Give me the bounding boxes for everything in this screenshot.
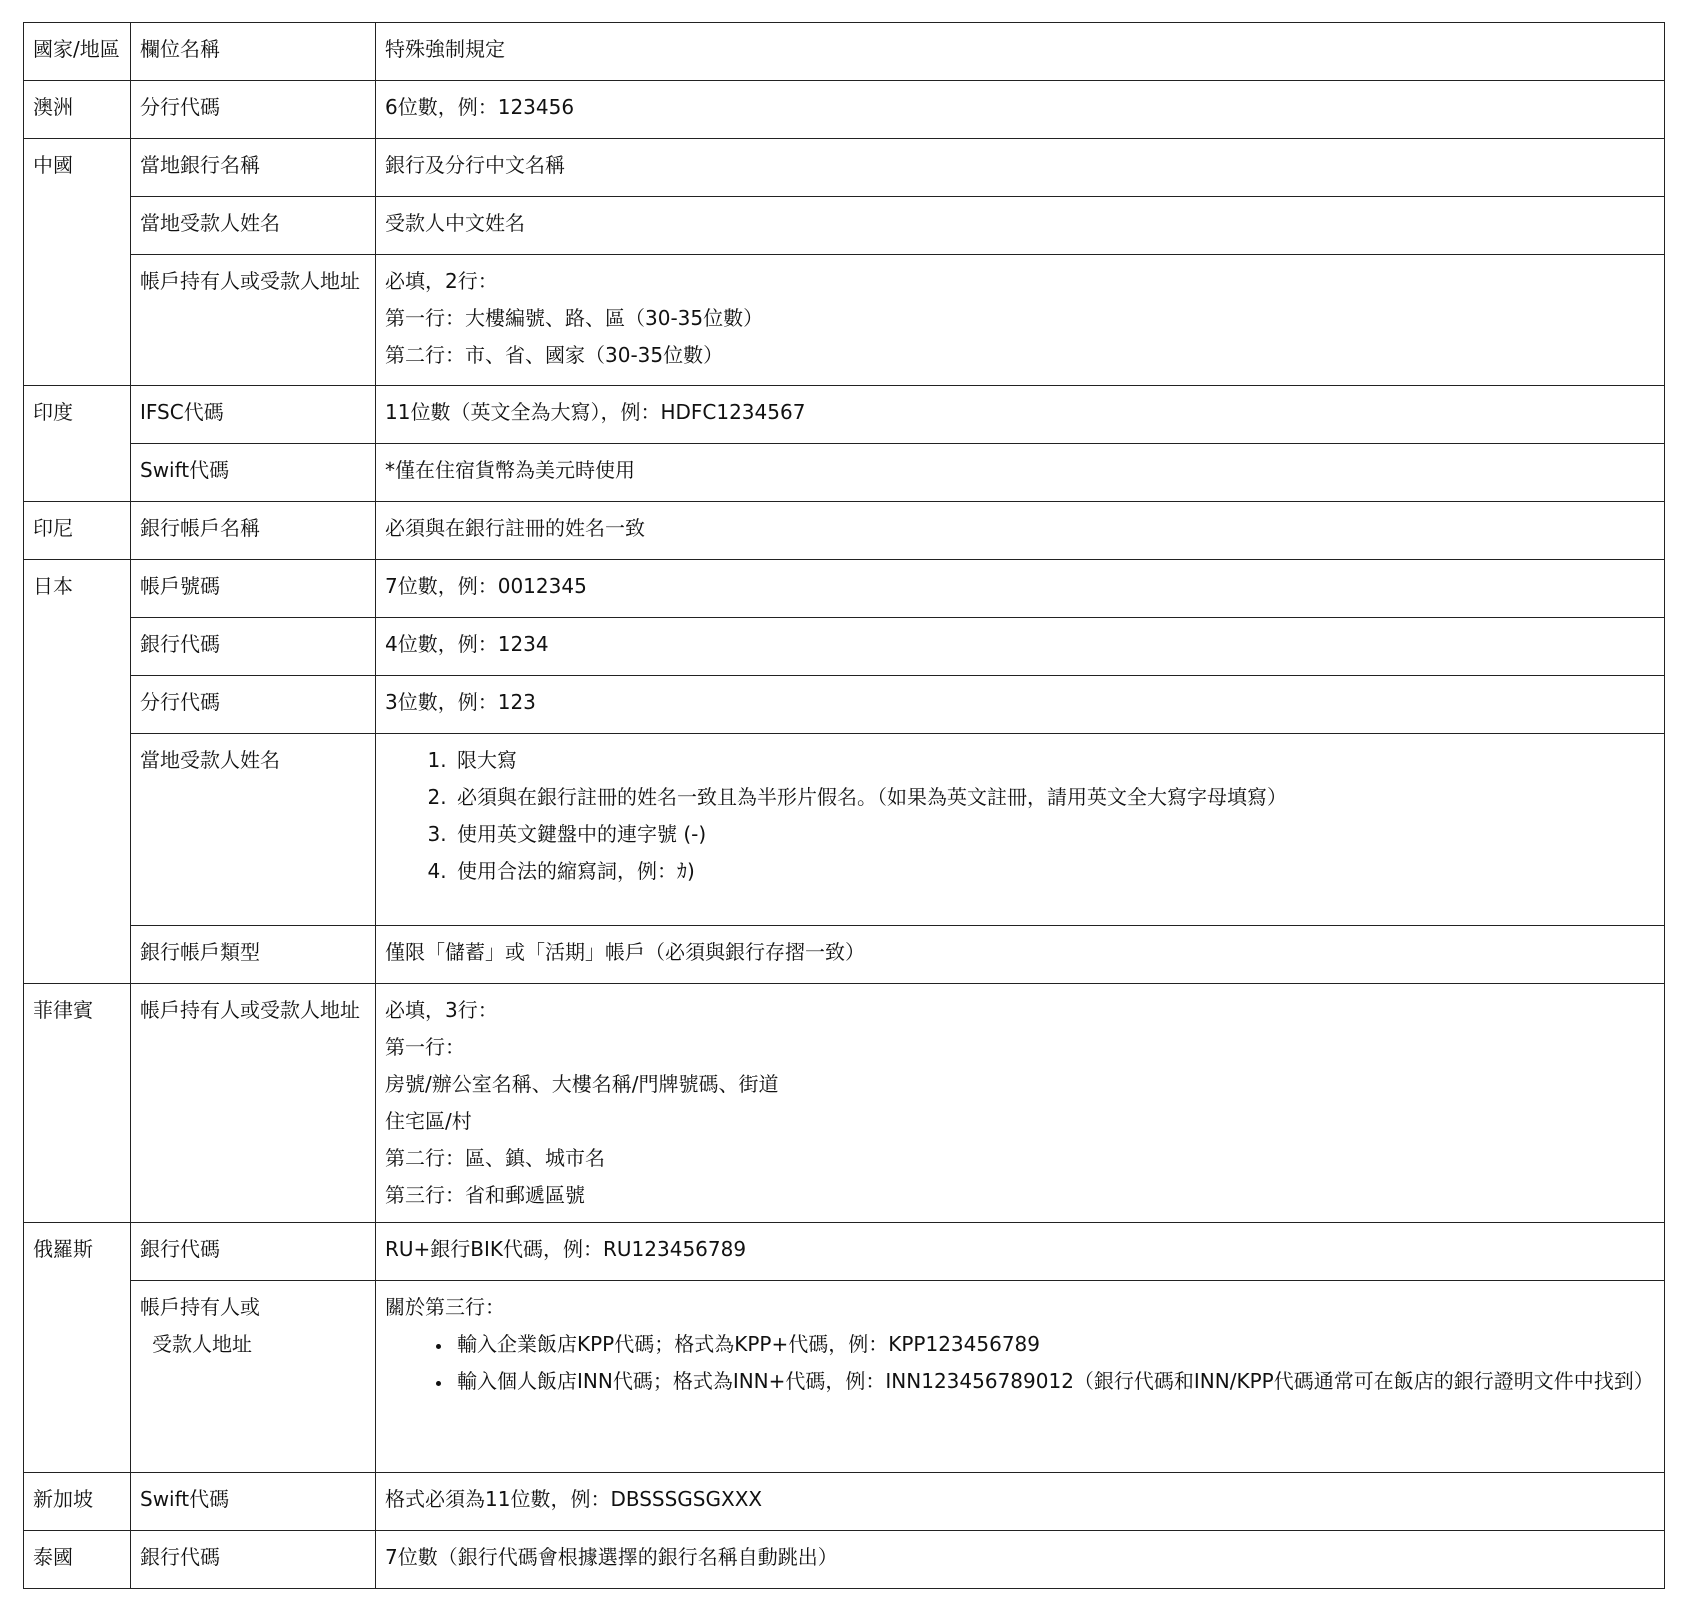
rule-line: 必填，2行： [385, 269, 498, 293]
list-item: 3. 使用英文鍵盤中的連字號 (-) [453, 816, 1655, 853]
field-cell: 當地銀行名稱 [131, 139, 376, 197]
table-header-row [24, 23, 1665, 81]
header-country: 國家/地區 [24, 23, 131, 81]
rule-cell [376, 984, 1665, 1223]
rule-cell: 必須與在銀行註冊的姓名一致 [376, 502, 1665, 560]
table-row [24, 197, 1665, 255]
rule-cell: 7位數，例：0012345 [376, 560, 1665, 618]
rule-cell: 11位數（英文全為大寫），例：HDFC1234567 [376, 386, 1665, 444]
rule-line: 第二行：市、省、國家（30-35位數） [385, 343, 724, 367]
rule-line: 第一行： [385, 1035, 465, 1059]
country-cell-indonesia: 印尼 [24, 502, 131, 560]
rule-cell: 受款人中文姓名 [376, 197, 1665, 255]
table-row [24, 926, 1665, 984]
country-cell-india: 印度 [24, 386, 131, 502]
rule-line: 第一行：大樓編號、路、區（30-35位數） [385, 306, 764, 330]
country-cell-singapore: 新加坡 [24, 1473, 131, 1531]
rule-line: 房號/辦公室名稱、大樓名稱/門牌號碼、街道 [385, 1072, 779, 1096]
table-row [24, 734, 1665, 926]
list-item: 1. 限大寫 [453, 742, 1655, 779]
header-rule: 特殊強制規定 [376, 23, 1665, 81]
field-cell: 當地受款人姓名 [131, 734, 376, 926]
rule-line: 第三行：省和郵遞區號 [385, 1183, 585, 1207]
bullet-list [385, 1326, 1655, 1400]
table-row [24, 502, 1665, 560]
rule-cell: RU+銀行BIK代碼，例：RU123456789 [376, 1223, 1665, 1281]
mandatory-rules-table [23, 22, 1665, 1589]
field-cell: 帳戶號碼 [131, 560, 376, 618]
field-cell: 銀行代碼 [131, 618, 376, 676]
header-field: 欄位名稱 [131, 23, 376, 81]
table-row [24, 1473, 1665, 1531]
rule-cell [376, 255, 1665, 386]
rule-cell: 6位數，例：123456 [376, 81, 1665, 139]
country-cell-thailand: 泰國 [24, 1531, 131, 1589]
field-line: 帳戶持有人或 [140, 1295, 260, 1319]
rule-line: 第二行：區、鎮、城市名 [385, 1146, 605, 1170]
list-item: 2. 必須與在銀行註冊的姓名一致且為半形片假名。（如果為英文註冊，請用英文全大寫字母填寫） [453, 779, 1655, 816]
field-cell: 銀行帳戶名稱 [131, 502, 376, 560]
field-cell: 銀行代碼 [131, 1531, 376, 1589]
field-line: 受款人地址 [152, 1332, 252, 1356]
rule-line: 必填，3行： [385, 998, 498, 1022]
field-cell: 帳戶持有人或受款人地址 [131, 984, 376, 1223]
rule-cell: 僅限「儲蓄」或「活期」帳戶（必須與銀行存摺一致） [376, 926, 1665, 984]
list-item: 4. 使用合法的縮寫詞，例：ｶ) [453, 853, 1655, 890]
field-cell [131, 1281, 376, 1473]
table-row [24, 444, 1665, 502]
table-row [24, 1223, 1665, 1281]
rule-line: 關於第三行： [385, 1295, 505, 1319]
country-cell-philippines: 菲律賓 [24, 984, 131, 1223]
table-row [24, 676, 1665, 734]
country-cell-japan: 日本 [24, 560, 131, 984]
table-row [24, 1281, 1665, 1473]
table-row [24, 984, 1665, 1223]
list-item: • 輸入企業飯店KPP代碼；格式為KPP+代碼，例：KPP123456789 [453, 1326, 1655, 1363]
field-cell: 分行代碼 [131, 81, 376, 139]
rule-cell: 3位數，例：123 [376, 676, 1665, 734]
rule-cell: 格式必須為11位數，例：DBSSSGSGXXX [376, 1473, 1665, 1531]
field-cell: IFSC代碼 [131, 386, 376, 444]
rule-cell: 銀行及分行中文名稱 [376, 139, 1665, 197]
rule-cell [376, 1281, 1665, 1473]
field-cell: 當地受款人姓名 [131, 197, 376, 255]
document-page [23, 22, 1665, 1589]
table-row [24, 560, 1665, 618]
country-cell-china: 中國 [24, 139, 131, 386]
rule-line: 住宅區/村 [385, 1109, 472, 1133]
country-cell-russia: 俄羅斯 [24, 1223, 131, 1473]
table-row [24, 1531, 1665, 1589]
table-row [24, 386, 1665, 444]
field-cell: 分行代碼 [131, 676, 376, 734]
rule-cell: *僅在住宿貨幣為美元時使用 [376, 444, 1665, 502]
table-row [24, 618, 1665, 676]
numbered-list [385, 742, 1655, 890]
field-cell: 帳戶持有人或受款人地址 [131, 255, 376, 386]
field-cell: 銀行代碼 [131, 1223, 376, 1281]
field-cell: Swift代碼 [131, 444, 376, 502]
field-cell: 銀行帳戶類型 [131, 926, 376, 984]
rule-cell: 4位數，例：1234 [376, 618, 1665, 676]
rule-cell: 7位數（銀行代碼會根據選擇的銀行名稱自動跳出） [376, 1531, 1665, 1589]
country-cell-australia: 澳洲 [24, 81, 131, 139]
table-row [24, 81, 1665, 139]
table-row [24, 139, 1665, 197]
rule-cell [376, 734, 1665, 926]
list-item: • 輸入個人飯店INN代碼；格式為INN+代碼，例：INN123456789012（銀行代碼和INN/KPP代碼通常可在飯店的銀行證明文件中找到） [453, 1363, 1655, 1400]
table-row [24, 255, 1665, 386]
field-cell: Swift代碼 [131, 1473, 376, 1531]
